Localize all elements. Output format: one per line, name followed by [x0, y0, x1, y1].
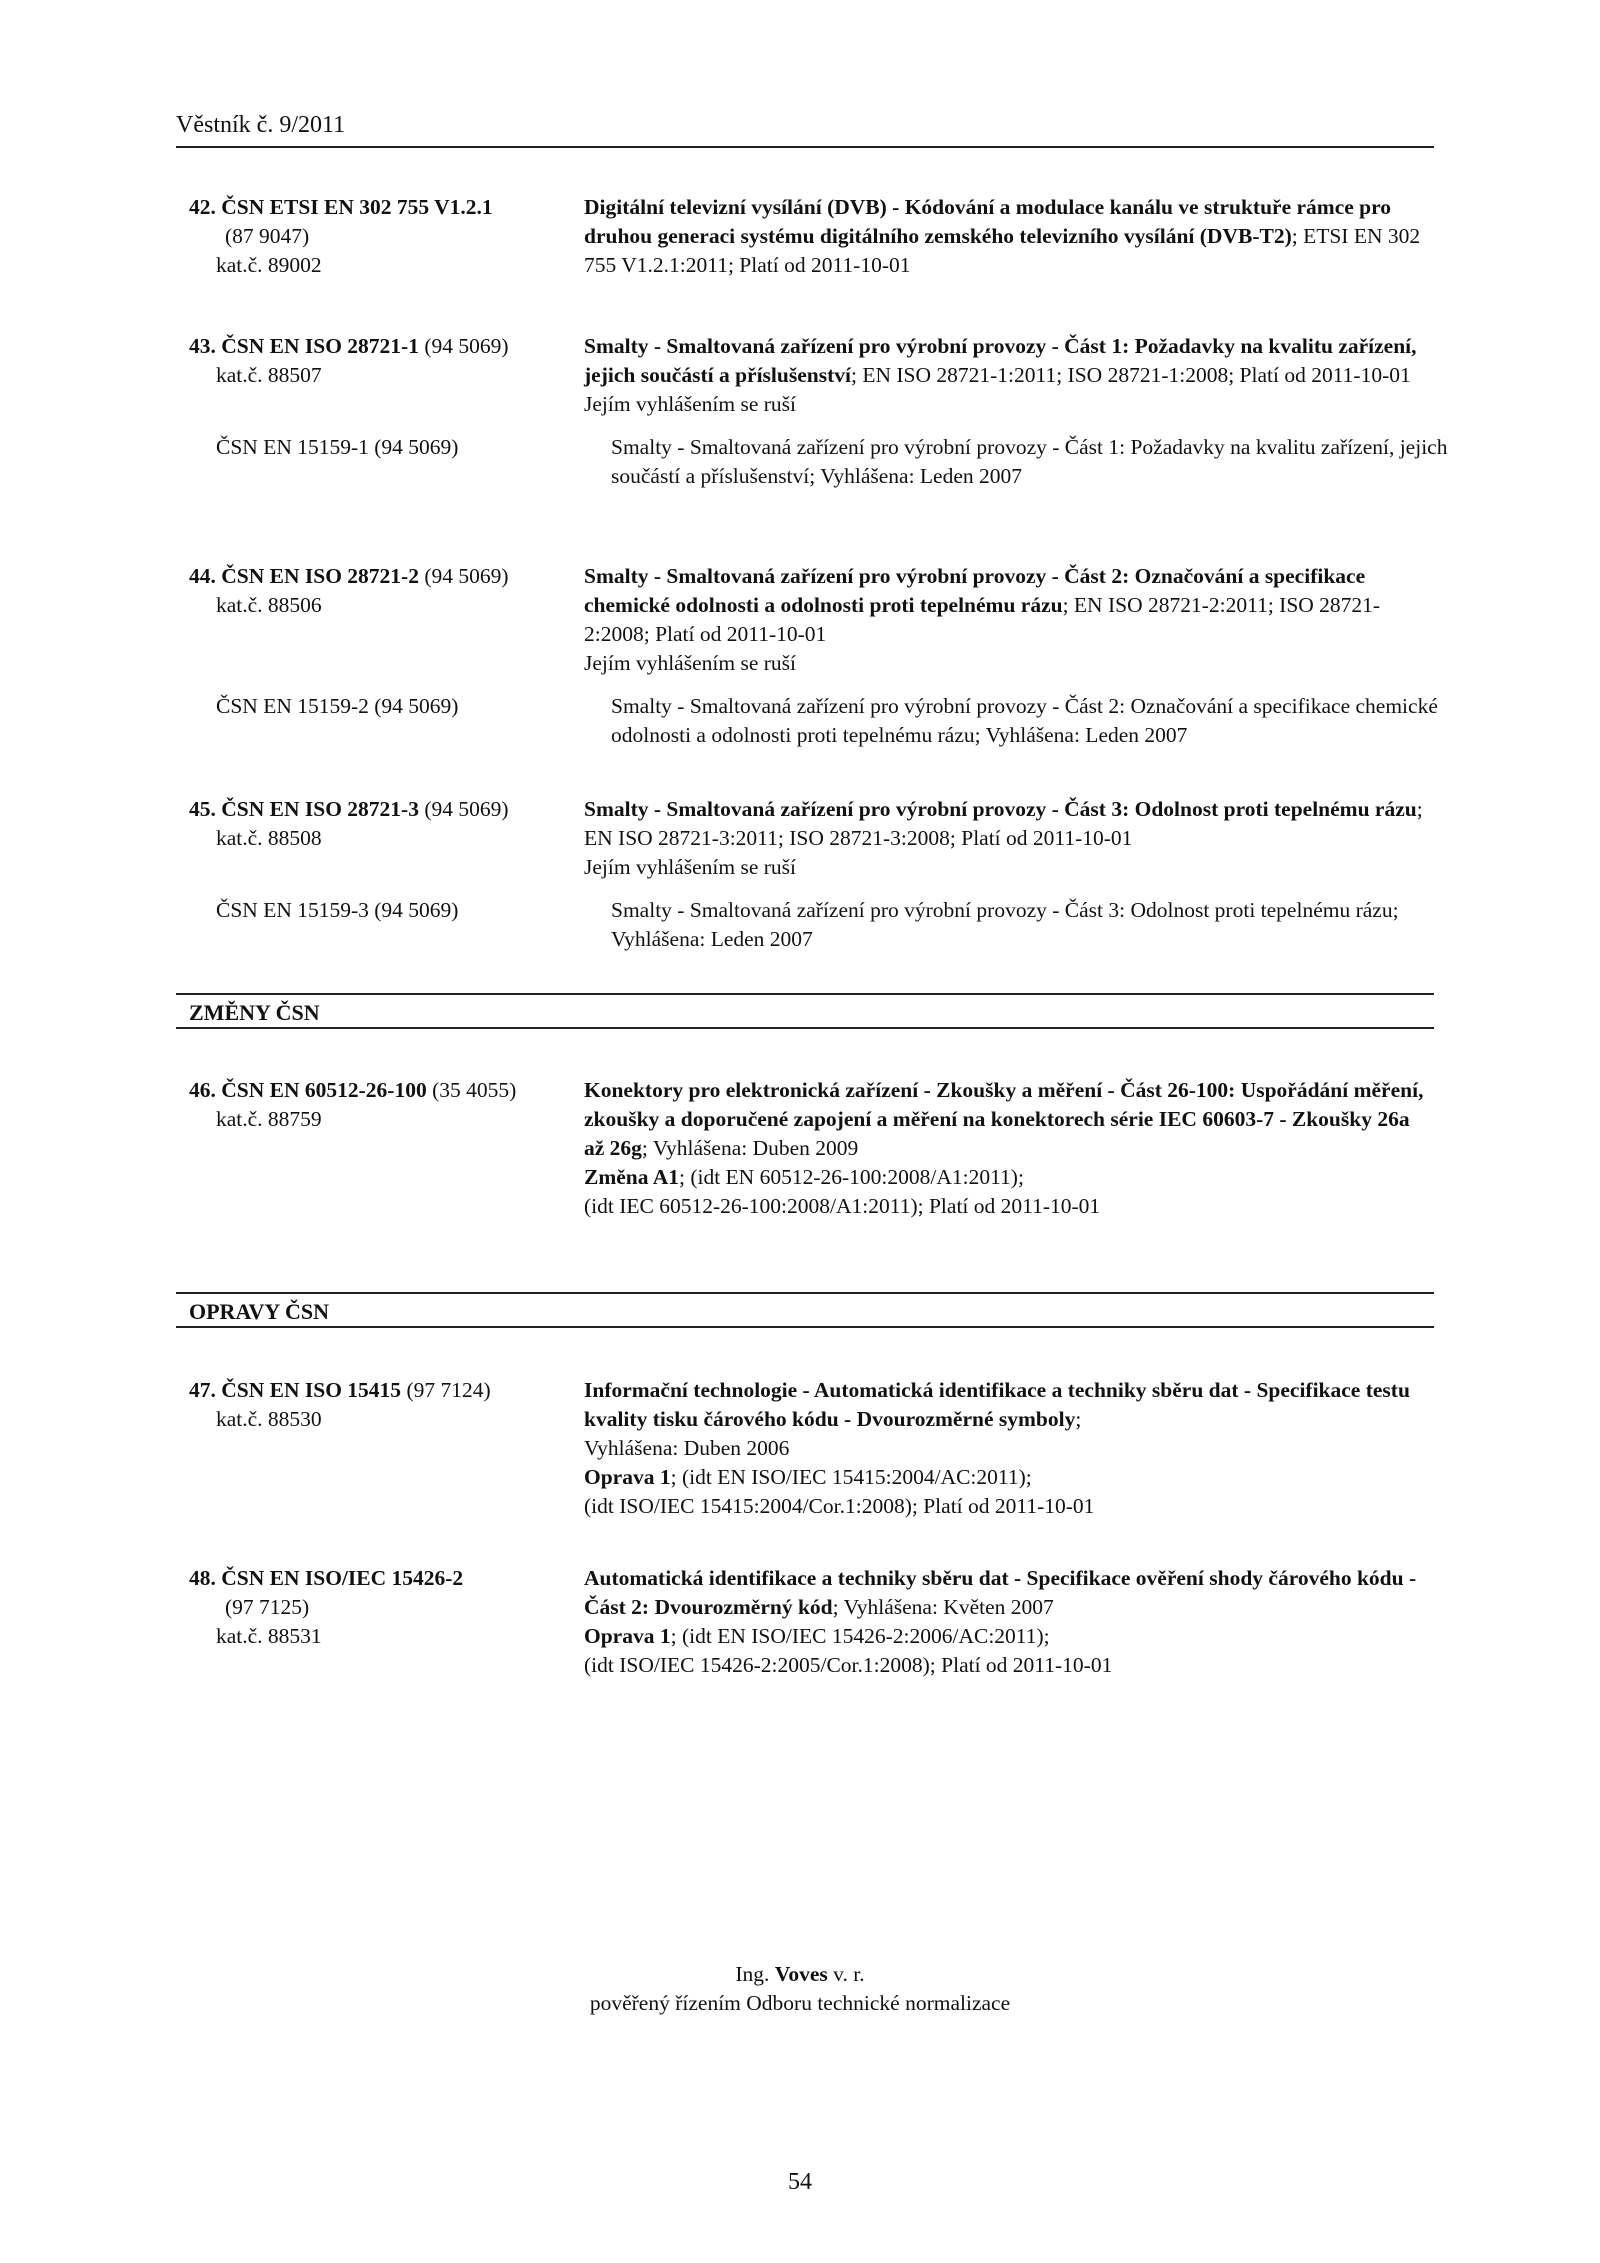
- standard-entry-46: [189, 1076, 1429, 1221]
- repealed-standard-code: ČSN EN 15159-1 (94 5069): [216, 435, 459, 459]
- standard-description: [584, 795, 1429, 882]
- standard-title: Smalty - Smaltovaná zařízení pro výrobní provozy - Část 1: Požadavky na kvalitu zařízení, jejich součástí a příslušenství: [584, 334, 1417, 387]
- standard-id: [189, 193, 584, 280]
- correction-details: ; (idt EN ISO/IEC 15415:2004/AC:2011);: [670, 1465, 1032, 1489]
- standard-description: [584, 1564, 1429, 1680]
- amendment-details: ; (idt EN 60512-26-100:2008/A1:2011);: [678, 1165, 1024, 1189]
- standard-title: Smalty - Smaltovaná zařízení pro výrobní provozy - Část 2: Označování a specifikace chemické odolnosti a odolnosti proti tepelnému rázu: [584, 564, 1366, 617]
- standard-id: [189, 562, 584, 678]
- announcement-date: Vyhlášena: Duben 2006: [584, 1436, 790, 1460]
- repeal-note: Jejím vyhlášením se ruší: [584, 855, 796, 879]
- standard-description: [584, 562, 1429, 678]
- entry-number: 43.: [189, 334, 216, 358]
- section-title: ZMĚNY ČSN: [189, 1000, 320, 1025]
- standard-code: ČSN EN ISO 15415: [221, 1378, 402, 1402]
- repeal-note: Jejím vyhlášením se ruší: [584, 651, 796, 675]
- standard-details: ; Vyhlášena: Květen 2007: [832, 1595, 1054, 1619]
- standard-entry-48: [189, 1564, 1429, 1680]
- standard-code: ČSN ETSI EN 302 755 V1.2.1: [221, 195, 493, 219]
- correction-label: Oprava 1: [584, 1624, 671, 1648]
- standard-description: [584, 1076, 1429, 1221]
- correction-label: Oprava 1: [584, 1465, 671, 1489]
- classification: (97 7124): [406, 1378, 491, 1402]
- standard-code: ČSN EN ISO 28721-3: [221, 797, 419, 821]
- entry-number: 46.: [189, 1078, 216, 1102]
- standard-details: ; Vyhlášena: Duben 2009: [641, 1136, 859, 1160]
- standard-entry-45: [189, 795, 1429, 954]
- standard-code: ČSN EN ISO 28721-1: [221, 334, 419, 358]
- standard-code: ČSN EN 60512-26-100: [221, 1078, 427, 1102]
- standard-title: Automatická identifikace a techniky sběru dat - Specifikace ověření shody čárového kódu - Část 2: Dvourozměrný kód: [584, 1566, 1417, 1619]
- repealed-standard-description: Smalty - Smaltovaná zařízení pro výrobní provozy - Část 1: Požadavky na kvalitu zařízení, jejich součástí a příslušenství; Vyhlášena: Leden 2007: [611, 435, 1448, 488]
- entry-number: 47.: [189, 1378, 216, 1402]
- catalog-number: kat.č. 88508: [216, 826, 322, 850]
- section-title: OPRAVY ČSN: [189, 1299, 329, 1324]
- page-header: [176, 110, 1434, 148]
- amendment-line-2: (idt IEC 60512-26-100:2008/A1:2011); Platí od 2011-10-01: [584, 1194, 1101, 1218]
- standard-details: ; EN ISO 28721-2:2011; ISO 28721-2:2008; Platí od 2011-10-01: [584, 593, 1381, 646]
- standard-title: Smalty - Smaltovaná zařízení pro výrobní provozy - Část 3: Odolnost proti tepelnému rázu: [584, 797, 1417, 821]
- standard-entry-47: [189, 1376, 1429, 1521]
- catalog-number: kat.č. 88530: [216, 1407, 322, 1431]
- journal-title: Věstník č. 9/2011: [176, 112, 346, 138]
- standard-id: [189, 1376, 584, 1521]
- standard-details: ; ETSI EN 302 755 V1.2.1:2011; Platí od 2011-10-01: [584, 224, 1421, 277]
- correction-line-2: (idt ISO/IEC 15426-2:2005/Cor.1:2008); Platí od 2011-10-01: [584, 1653, 1113, 1677]
- repeal-note: Jejím vyhlášením se ruší: [584, 392, 796, 416]
- correction-line-2: (idt ISO/IEC 15415:2004/Cor.1:2008); Platí od 2011-10-01: [584, 1494, 1095, 1518]
- correction-details: ; (idt EN ISO/IEC 15426-2:2006/AC:2011);: [670, 1624, 1050, 1648]
- standard-title: Konektory pro elektronická zařízení - Zkoušky a měření - Část 26-100: Uspořádání měření, zkoušky a doporučené zapojení a měření na konektorech série IEC 60603-7 - Zkoušky 26a až 26g: [584, 1078, 1424, 1160]
- standard-entry-42: [189, 193, 1429, 280]
- standard-id: [189, 1564, 584, 1680]
- entry-number: 48.: [189, 1566, 216, 1590]
- entry-number: 42.: [189, 195, 216, 219]
- catalog-number: kat.č. 88759: [216, 1107, 322, 1131]
- standard-details: ; EN ISO 28721-1:2011; ISO 28721-1:2008; Platí od 2011-10-01: [850, 363, 1411, 387]
- standard-title: Informační technologie - Automatická identifikace a techniky sběru dat - Specifikace testu kvality tisku čárového kódu - Dvourozměrné symboly: [584, 1378, 1410, 1431]
- signature-prefix: Ing.: [735, 1962, 770, 1986]
- classification: (94 5069): [424, 334, 509, 358]
- standard-details: ; EN ISO 28721-3:2011; ISO 28721-3:2008; Platí od 2011-10-01: [584, 797, 1423, 850]
- correction-line: [584, 1622, 1429, 1651]
- standard-code: ČSN EN ISO/IEC 15426-2: [221, 1566, 464, 1590]
- standard-id: [189, 795, 584, 882]
- signature-role: pověřený řízením Odboru technické normalizace: [589, 1991, 1011, 2015]
- standard-id: [189, 332, 584, 419]
- standard-description: [584, 193, 1429, 280]
- standard-id: [189, 1076, 584, 1221]
- repealed-standard-description: Smalty - Smaltovaná zařízení pro výrobní provozy - Část 2: Označování a specifikace chemické odolnosti a odolnosti proti tepelnému rázu; Vyhlášena: Leden 2007: [611, 694, 1438, 747]
- signature-suffix: v. r.: [833, 1962, 865, 1986]
- repealed-standard-code: ČSN EN 15159-3 (94 5069): [216, 898, 459, 922]
- catalog-number: kat.č. 88531: [216, 1624, 322, 1648]
- standard-entry-44: [189, 562, 1438, 750]
- catalog-number: kat.č. 89002: [216, 253, 322, 277]
- signature-block: [0, 1960, 1600, 2018]
- page-number: 54: [788, 2169, 812, 2195]
- repealed-standard-code: ČSN EN 15159-2 (94 5069): [216, 694, 459, 718]
- standard-title: Digitální televizní vysílání (DVB) - Kódování a modulace kanálu ve struktuře rámce pro druhou generaci systému digitálního zemského televizního vysílání (DVB-T2): [584, 195, 1392, 248]
- entry-number: 44.: [189, 564, 216, 588]
- correction-line: [584, 1463, 1429, 1492]
- standard-details: ;: [1075, 1407, 1082, 1431]
- section-heading-corrections: [176, 1292, 1434, 1328]
- entry-number: 45.: [189, 797, 216, 821]
- standard-description: [584, 332, 1429, 419]
- standard-description: [584, 1376, 1429, 1521]
- classification: (97 7125): [225, 1595, 310, 1619]
- classification: (94 5069): [424, 797, 509, 821]
- amendment-label: Změna A1: [584, 1165, 679, 1189]
- standard-entry-43: [189, 332, 1448, 491]
- amendment-line: [584, 1163, 1429, 1192]
- section-heading-changes: [176, 993, 1434, 1029]
- catalog-number: kat.č. 88506: [216, 593, 322, 617]
- classification: (87 9047): [225, 224, 310, 248]
- classification: (35 4055): [432, 1078, 517, 1102]
- catalog-number: kat.č. 88507: [216, 363, 322, 387]
- signature-name: Voves: [774, 1962, 828, 1986]
- classification: (94 5069): [424, 564, 509, 588]
- repealed-standard-description: Smalty - Smaltovaná zařízení pro výrobní provozy - Část 3: Odolnost proti tepelnému rázu; Vyhlášena: Leden 2007: [611, 898, 1399, 951]
- standard-code: ČSN EN ISO 28721-2: [221, 564, 419, 588]
